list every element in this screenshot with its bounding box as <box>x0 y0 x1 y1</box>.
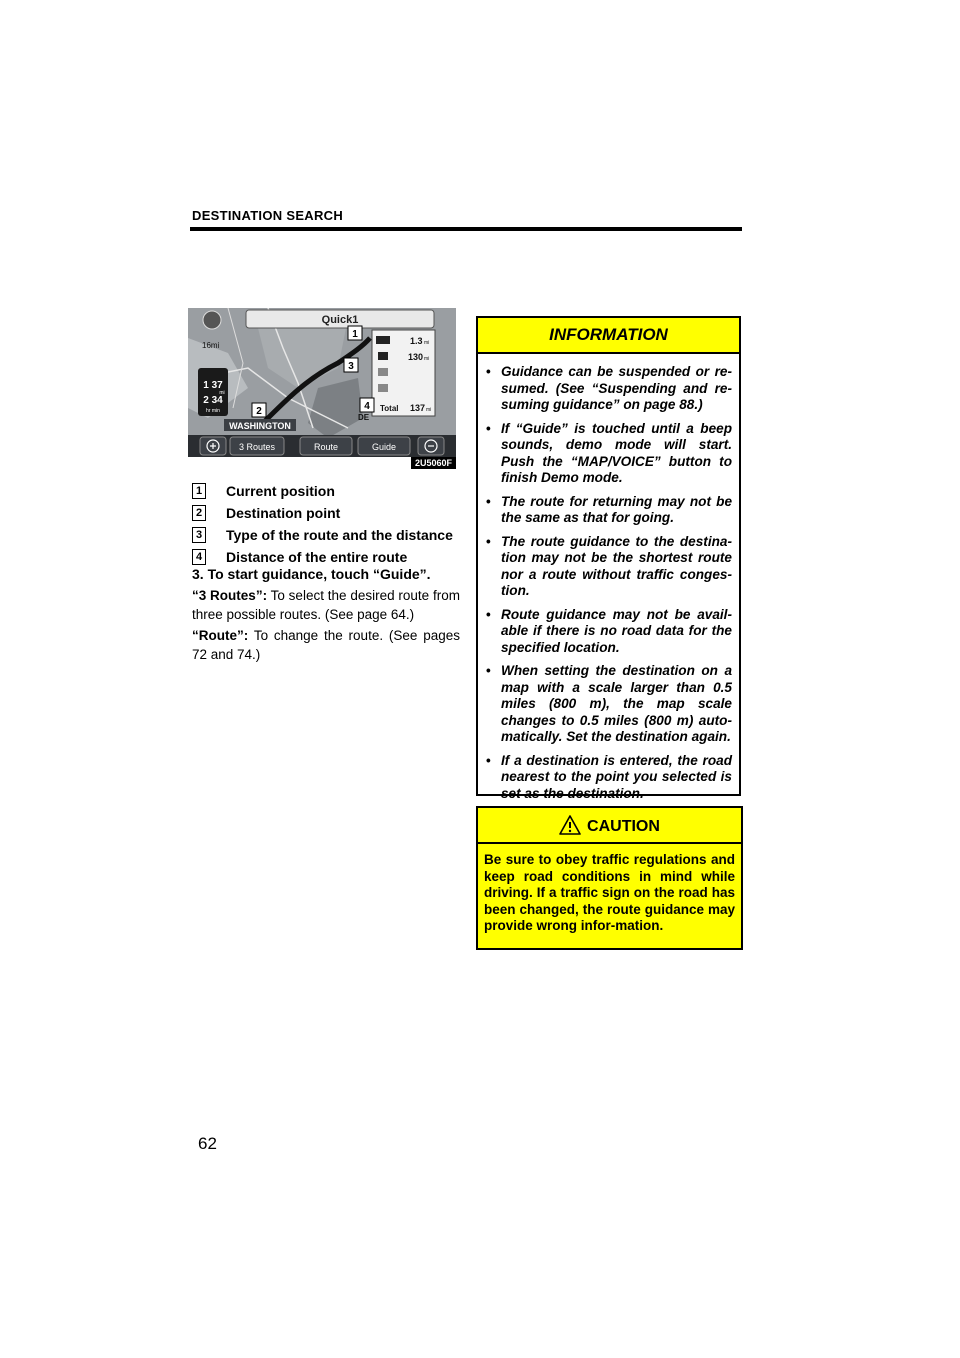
caution-title: CAUTION <box>587 818 660 835</box>
legend-item <box>192 502 453 524</box>
zoom-in-button[interactable] <box>200 437 226 455</box>
callout-4-text: 4 <box>364 401 370 412</box>
three-routes-label: 3 Routes <box>238 442 276 452</box>
route-map-screenshot <box>188 308 456 457</box>
warning-icon <box>559 814 581 836</box>
legend-item <box>192 524 453 546</box>
distance-2: 130 <box>408 352 424 362</box>
information-text: The route for returning may not be the same as that for going. <box>501 493 732 525</box>
route-name-text: Quick1 <box>321 314 359 326</box>
caution-box <box>476 806 743 950</box>
page-number: 62 <box>198 1134 217 1153</box>
header-rule <box>190 227 742 231</box>
freeway-icon <box>378 352 388 360</box>
legend-number: 3 <box>192 527 206 543</box>
callout-2-text: 2 <box>256 406 262 417</box>
guide-label: Guide <box>371 442 397 452</box>
bullet-icon: • <box>486 752 491 768</box>
paragraph-3-routes <box>192 586 460 624</box>
caution-text: Be sure to obey traffic regulations and keep road conditions in mind while driving. If a traffic sign on the road has been changed, the route guidance may provide wrong infor-mation. <box>484 852 735 934</box>
information-item <box>486 364 732 414</box>
bullet-icon: • <box>486 663 491 678</box>
guide-button[interactable] <box>358 437 410 455</box>
legend-text: Destination point <box>226 505 341 521</box>
compass-icon[interactable] <box>203 311 221 329</box>
information-text: Guidance can be suspended or re-sumed. (See “Suspending and re-suming guidance” on page 88.) <box>501 364 732 412</box>
information-text: If “Guide” is touched until a beep sounds, demo mode will start. Push the “MAP/VOICE” button to finish Demo mode. <box>501 420 732 485</box>
time-mi-unit: mi <box>219 390 225 396</box>
step-instruction: 3. To start guidance, touch “Guide”. <box>192 566 431 582</box>
section-header: DESTINATION SEARCH <box>192 208 344 223</box>
route-label: Route <box>313 442 339 452</box>
figure-code: 2U5060F <box>411 457 456 469</box>
route-type-icon <box>376 336 390 344</box>
legend-text: Distance of the entire route <box>226 549 408 565</box>
zoom-out-button[interactable] <box>418 437 444 455</box>
distance-1: 1.3 <box>410 336 423 346</box>
legend-text: Type of the route and the distance <box>226 527 453 543</box>
road-icon <box>378 368 388 376</box>
information-box <box>476 316 741 801</box>
unit-2: mi <box>424 356 430 362</box>
information-text: If a destination is entered, the road nearest to the point you selected is set as the destination. <box>501 752 732 801</box>
route-map-svg <box>188 308 456 457</box>
legend-text: Current position <box>226 483 335 499</box>
bullet-icon: • <box>486 420 491 436</box>
total-label: Total <box>380 404 399 413</box>
bullet-icon: • <box>486 606 491 622</box>
callout-1-text: 1 <box>352 329 358 340</box>
paragraph-route <box>192 626 460 664</box>
information-text: The route guidance to the destina-tion may not be the shortest route nor a route without traffic conges-tion. <box>501 533 732 598</box>
information-text: Route guidance may not be avail-able if there is no road data for the specified location. <box>501 606 732 655</box>
term-route: “Route”: <box>192 628 249 643</box>
bullet-icon: • <box>486 533 491 549</box>
unit-total: mi <box>426 407 432 413</box>
callout-3-text: 3 <box>348 361 354 372</box>
legend-number: 4 <box>192 549 206 565</box>
information-list <box>478 354 739 802</box>
bullet-icon: • <box>486 364 491 379</box>
information-text: When setting the destination on a map with a scale larger than 0.5 miles (800 m), the map scale changes to 0.5 miles (800 m) auto-matically. Set the destination again. <box>501 663 732 744</box>
caution-header <box>478 808 741 844</box>
time-minutes: 2 34 <box>203 395 223 406</box>
term-3-routes: “3 Routes”: <box>192 588 268 603</box>
legend-item <box>192 546 453 568</box>
information-item <box>486 607 732 657</box>
time-hours: 1 37 <box>203 380 223 391</box>
total-value: 137 <box>410 403 426 413</box>
route-button[interactable] <box>300 437 352 455</box>
information-item <box>486 534 732 600</box>
information-title: INFORMATION <box>478 318 739 354</box>
information-item <box>486 663 732 746</box>
legend-item <box>192 480 453 502</box>
place-label: WASHINGTON <box>229 421 291 431</box>
legend-number: 1 <box>192 483 206 499</box>
road-icon <box>378 384 388 392</box>
three-routes-button[interactable] <box>230 437 284 455</box>
information-item <box>486 494 732 527</box>
unit-1: mi <box>424 340 430 346</box>
legend-number: 2 <box>192 505 206 521</box>
bullet-icon: • <box>486 493 491 509</box>
information-item <box>486 753 732 803</box>
time-units: hr min <box>206 408 220 414</box>
information-item <box>486 421 732 487</box>
map-scale: 16mi <box>202 341 220 350</box>
desc-3-routes: To select the desired route from three possible routes. (See page 64.) <box>192 588 460 622</box>
desc-route: To change the route. (See pages 72 and 74.) <box>192 628 460 662</box>
callout-legend <box>192 480 453 568</box>
state-label: DE <box>358 413 370 422</box>
